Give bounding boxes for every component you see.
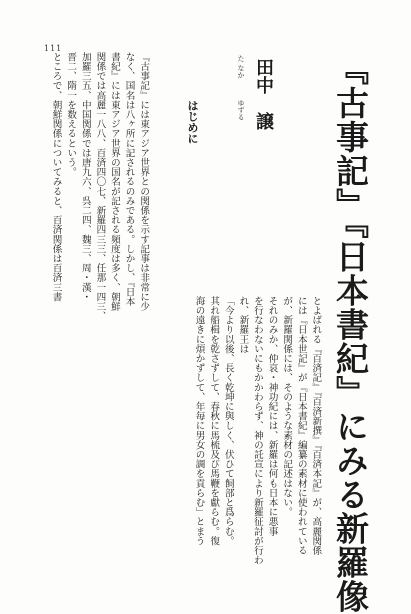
text-line: 海の遠きに煩かずして、年毎に男女の調を貢らむ」とまう (193, 296, 205, 546)
text-line: ところで、朝鮮関係についてみると、百済関係は百済三書 (50, 52, 62, 302)
text-line: 「今より以後、長く乾坤に與しく、伏ひて飼部と爲らむ。 (222, 296, 234, 546)
text-line: とよばれる『百済記』『百済新撰』『百済本記』が、高麗関係 (310, 296, 322, 556)
text-line: なく、国名は八ヶ所に記されるのみである。しかし、『日本 (123, 52, 135, 307)
body-text-left (48, 52, 150, 332)
page-number: 111 (44, 44, 63, 53)
text-line: れ、新羅王は (237, 296, 249, 354)
text-line: が、新羅関係には、そのような素材の記述はない。 (281, 296, 293, 517)
text-line: を行なわないにもかかわらず、神の託宣により新羅征討が行わ (251, 296, 263, 565)
text-line: 加羅三五、中国関係では唐九六、呉二四、魏三、周・漢・ (79, 52, 91, 302)
text-line: には『日本世記』が『日本書紀』編纂の素材に使われている (295, 296, 307, 556)
author-ruby: た なか ゆずる (237, 55, 245, 121)
text-line: 関係では高麗一八八、百済四〇七、新羅四三三、任那一四三、 (94, 52, 106, 321)
text-line: それのみか、仲哀・神功紀には、新羅は何も日本に悪事 (266, 296, 278, 536)
text-line: 其れ船楫を乾さずして、春秋に馬梳及び馬鞭を獻らむ。復 (208, 296, 220, 546)
section-heading: はじめに (186, 100, 199, 144)
text-line: 書紀』には東アジア世界の国名が記される頻度は多く、朝鮮 (108, 52, 120, 312)
author-name: 田中 譲 (253, 58, 274, 130)
body-text-right (191, 296, 322, 578)
text-line: 晋二、隋一を数えるという。 (65, 52, 77, 177)
article-title: 『古事記』『日本書紀』にみる新羅像 (331, 52, 370, 614)
text-line: 『古事記』には東アジア世界との関係を示す記事は非常に少 (138, 52, 150, 312)
